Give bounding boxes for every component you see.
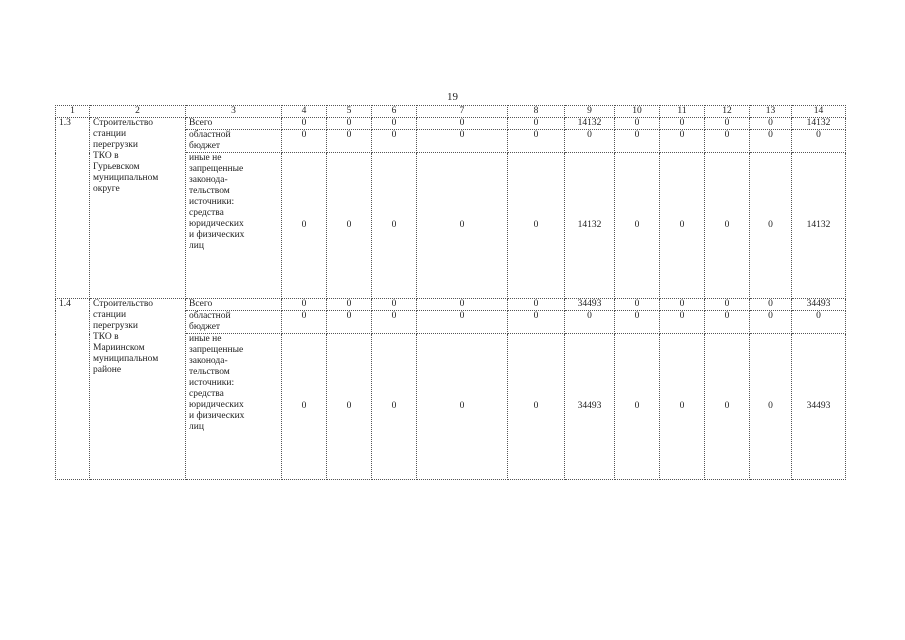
column-header: 7 — [417, 106, 508, 118]
column-header: 14 — [792, 106, 846, 118]
funding-source-line: средства — [189, 389, 224, 399]
value-cell: 0 — [792, 311, 846, 334]
funding-source-line: законода- — [189, 175, 228, 185]
column-header: 10 — [615, 106, 660, 118]
project-name-line: Строительство — [93, 299, 154, 309]
value-cell: 0 — [660, 130, 705, 153]
funding-source-line: областной — [189, 130, 231, 140]
column-header: 3 — [186, 106, 282, 118]
value-cell: 0 — [417, 153, 508, 299]
value-cell: 0 — [750, 299, 792, 311]
value-cell: 0 — [327, 118, 372, 130]
value-cell: 14132 — [792, 153, 846, 299]
value-cell: 0 — [750, 153, 792, 299]
value-cell: 0 — [508, 118, 565, 130]
funding-source-line: тельством — [189, 367, 230, 377]
table-row — [56, 299, 846, 311]
value-cell: 0 — [705, 153, 750, 299]
project-name-line: Гурьевском — [93, 162, 140, 172]
column-header: 8 — [508, 106, 565, 118]
row-index: 1.4 — [56, 299, 90, 480]
value-cell: 0 — [327, 334, 372, 480]
funding-source-line: бюджет — [189, 141, 221, 151]
column-header: 9 — [565, 106, 615, 118]
project-name-line: Строительство — [93, 118, 154, 128]
project-name-line: станции — [93, 310, 127, 320]
value-cell: 0 — [705, 299, 750, 311]
value-cell: 0 — [750, 118, 792, 130]
value-cell: 0 — [615, 153, 660, 299]
project-name-line: ТКО в — [93, 332, 119, 342]
value-cell: 0 — [565, 130, 615, 153]
value-cell: 0 — [705, 118, 750, 130]
funding-source-line: лиц — [189, 422, 204, 432]
funding-source-cell — [186, 130, 282, 153]
project-name-cell — [90, 118, 186, 299]
funding-source-line: Всего — [189, 118, 213, 128]
funding-source-line: тельством — [189, 186, 230, 196]
header-row — [56, 106, 846, 118]
value-cell: 0 — [417, 299, 508, 311]
value-cell: 0 — [508, 311, 565, 334]
funding-source-line: источники: — [189, 378, 235, 388]
value-cell: 0 — [660, 118, 705, 130]
funding-source-line: бюджет — [189, 322, 221, 332]
project-name-line: ТКО в — [93, 151, 119, 161]
value-cell: 0 — [282, 118, 327, 130]
funding-source-cell — [186, 118, 282, 130]
value-cell: 0 — [372, 130, 417, 153]
value-cell: 0 — [417, 118, 508, 130]
value-cell: 34493 — [565, 334, 615, 480]
value-cell: 34493 — [565, 299, 615, 311]
value-cell: 0 — [327, 311, 372, 334]
value-cell: 0 — [792, 130, 846, 153]
column-header: 1 — [56, 106, 90, 118]
column-header: 5 — [327, 106, 372, 118]
funding-source-line: и физических — [189, 230, 245, 240]
value-cell: 14132 — [565, 118, 615, 130]
value-cell: 0 — [508, 299, 565, 311]
table-body — [56, 106, 846, 480]
column-header: 6 — [372, 106, 417, 118]
value-cell: 0 — [660, 299, 705, 311]
value-cell: 0 — [615, 118, 660, 130]
value-cell: 0 — [565, 311, 615, 334]
value-cell: 0 — [282, 334, 327, 480]
value-cell: 0 — [417, 311, 508, 334]
funding-source-line: запрещенные — [189, 164, 244, 174]
funding-source-line: областной — [189, 311, 231, 321]
value-cell: 14132 — [792, 118, 846, 130]
value-cell: 0 — [750, 130, 792, 153]
row-index: 1.3 — [56, 118, 90, 299]
value-cell: 0 — [615, 299, 660, 311]
project-name-line: перегрузки — [93, 321, 138, 331]
value-cell: 0 — [660, 153, 705, 299]
project-name-line: муниципальном — [93, 173, 159, 183]
value-cell: 0 — [372, 334, 417, 480]
project-name-line: районе — [93, 365, 122, 375]
value-cell: 0 — [372, 299, 417, 311]
column-header: 12 — [705, 106, 750, 118]
funding-source-cell — [186, 334, 282, 480]
value-cell: 0 — [417, 334, 508, 480]
value-cell: 0 — [282, 153, 327, 299]
project-name-line: станции — [93, 129, 127, 139]
value-cell: 0 — [615, 130, 660, 153]
value-cell: 0 — [508, 334, 565, 480]
value-cell: 0 — [705, 334, 750, 480]
project-name-line: муниципальном — [93, 354, 159, 364]
value-cell: 0 — [282, 130, 327, 153]
value-cell: 34493 — [792, 299, 846, 311]
value-cell: 0 — [282, 299, 327, 311]
project-name-line: перегрузки — [93, 140, 138, 150]
budget-table — [55, 105, 846, 480]
value-cell: 0 — [372, 153, 417, 299]
funding-source-line: Всего — [189, 299, 213, 309]
funding-source-line: и физических — [189, 411, 245, 421]
value-cell: 0 — [372, 118, 417, 130]
value-cell: 14132 — [565, 153, 615, 299]
column-header: 4 — [282, 106, 327, 118]
project-name-line: Мариинском — [93, 343, 145, 353]
page-number: 19 — [447, 91, 458, 103]
funding-source-line: источники: — [189, 197, 235, 207]
funding-source-line: иные не — [189, 334, 222, 344]
value-cell: 0 — [615, 311, 660, 334]
funding-source-line: юридических — [189, 400, 244, 410]
column-header: 2 — [90, 106, 186, 118]
funding-source-cell — [186, 153, 282, 299]
value-cell: 0 — [660, 311, 705, 334]
column-header: 13 — [750, 106, 792, 118]
funding-source-line: запрещенные — [189, 345, 244, 355]
column-header: 11 — [660, 106, 705, 118]
funding-source-line: законода- — [189, 356, 228, 366]
value-cell: 0 — [372, 311, 417, 334]
value-cell: 0 — [660, 334, 705, 480]
funding-source-line: лиц — [189, 241, 204, 251]
value-cell: 0 — [750, 334, 792, 480]
value-cell: 0 — [327, 130, 372, 153]
funding-source-cell — [186, 311, 282, 334]
value-cell: 0 — [417, 130, 508, 153]
value-cell: 0 — [705, 311, 750, 334]
value-cell: 0 — [327, 153, 372, 299]
value-cell: 0 — [508, 153, 565, 299]
value-cell: 0 — [282, 311, 327, 334]
table-row — [56, 118, 846, 130]
funding-source-line: юридических — [189, 219, 244, 229]
funding-source-cell — [186, 299, 282, 311]
value-cell: 0 — [327, 299, 372, 311]
value-cell: 0 — [615, 334, 660, 480]
project-name-cell — [90, 299, 186, 480]
funding-source-line: средства — [189, 208, 224, 218]
value-cell: 0 — [508, 130, 565, 153]
project-name-line: округе — [93, 184, 120, 194]
value-cell: 34493 — [792, 334, 846, 480]
value-cell: 0 — [705, 130, 750, 153]
funding-source-line: иные не — [189, 153, 222, 163]
value-cell: 0 — [750, 311, 792, 334]
